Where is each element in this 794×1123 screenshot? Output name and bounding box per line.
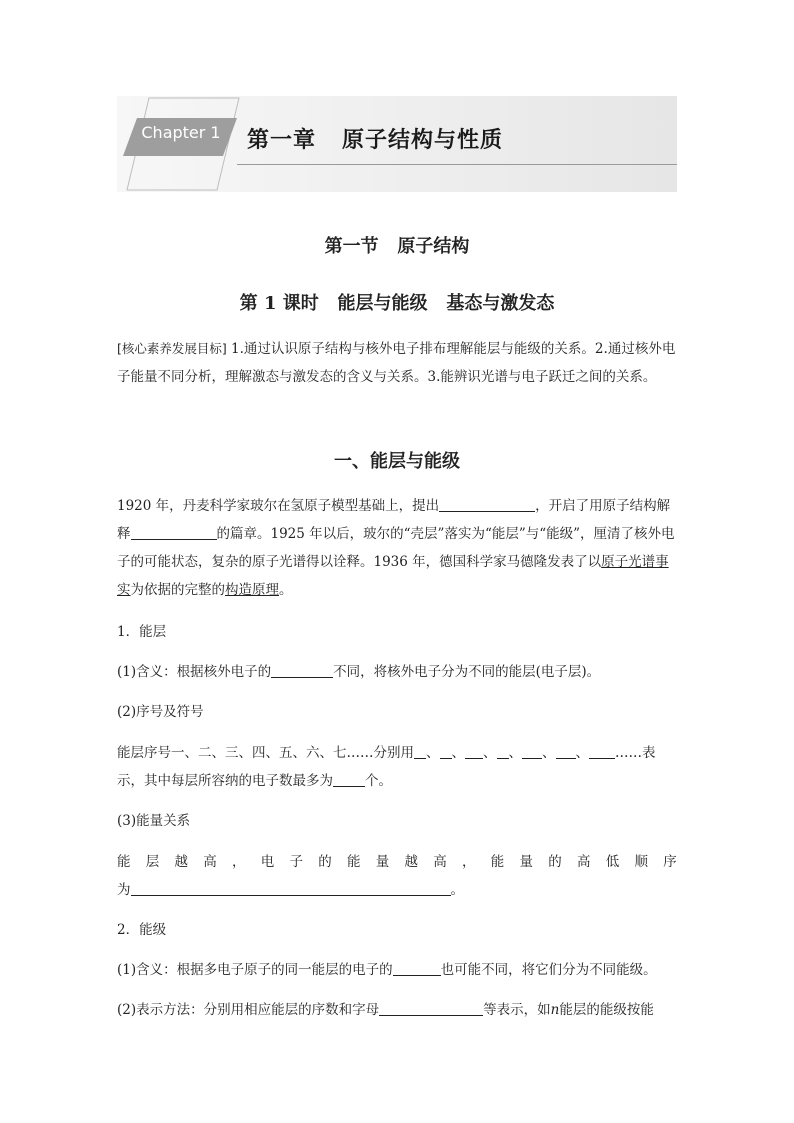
energy-level-meaning-text-2: 也可能不同，将它们分为不同能级。 [440,962,657,978]
energy-relation-char: 电 [260,854,275,870]
intro-underlined-1: 原子光谱事实 [117,554,669,598]
sequence-line-1 [117,741,656,761]
energy-relation-line-2 [117,878,464,898]
separator: 、 [542,745,556,761]
fill-blank-model[interactable] [439,495,535,512]
separator: 、 [508,745,522,761]
fill-blank-max-electrons[interactable] [333,770,365,787]
core-goals-paragraph [117,335,677,391]
fill-blank-p[interactable] [556,742,576,759]
energy-level-method-text-2: 等表示，如 [483,1002,551,1018]
energy-relation-char: 顺 [634,854,648,870]
separator: 、 [575,745,589,761]
intro-paragraph [117,492,677,604]
fill-blank-energy-order[interactable] [131,879,451,896]
energy-relation-char: 序 [663,854,677,870]
energy-relation-suffix: 。 [450,882,464,898]
chapter-title: 第一章 原子结构与性质 [247,128,503,153]
fill-blank-subject[interactable] [131,523,217,540]
energy-relation-char: 量 [375,854,390,870]
separator: 、 [483,745,497,761]
intro-text-3: 的篇章。1925 年以后，玻尔的“壳层”落实为“能层”与“能级”，厘清了核外电子的可能状态，复杂的原子光谱得以诠释。1936 年，德国科学家马德隆发表了以 [117,526,675,570]
sequence-text: 能层序号一、二、三、四、五、六、七……分别用 [117,745,414,761]
fill-blank-n[interactable] [497,742,509,759]
fill-blank-q[interactable] [589,742,615,759]
energy-relation-char: 量 [519,854,533,870]
energy-layer-meaning-text-2: 不同，将核外电子分为不同的能层(电子层)。 [333,664,601,680]
intro-text-1: 1920 年，丹麦科学家玻尔在氢原子模型基础上，提出 [117,498,440,514]
energy-relation-char: 高 [203,854,217,870]
energy-relation-char: 高 [433,854,447,870]
core-goals-tag: [核心素养发展目标] [117,341,227,356]
fill-blank-k[interactable] [414,742,426,759]
sequence-heading: (2)序号及符号 [117,704,204,720]
energy-layer-meaning-text-1: (1)含义：根据核外电子的 [117,664,272,680]
energy-relation-char: 的 [548,854,562,870]
energy-relation-char: 层 [145,854,160,870]
lesson-title: 第 1 课时 能层与能级 基态与激发态 [239,293,555,314]
energy-layer-heading: 1．能层 [117,624,167,640]
fill-blank-level-energy[interactable] [393,959,441,976]
intro-text-2: ，开启了用原子结构解释 [117,498,671,542]
energy-relation-char: 越 [174,854,188,870]
energy-level-method-text-3: 能层的能级按能 [559,1002,654,1018]
energy-relation-line-1 [117,850,677,870]
energy-layer-meaning [117,660,600,680]
energy-relation-char: 能 [490,854,505,870]
energy-relation-char: ， [232,854,246,870]
fill-blank-o[interactable] [522,742,542,759]
section-title: 第一节 原子结构 [324,236,470,257]
sequence-line-2 [117,769,392,789]
separator: 、 [426,745,440,761]
intro-text-4: 为依据的完整的 [130,582,225,598]
energy-relation-prefix: 为 [117,882,131,898]
fill-blank-energy[interactable] [271,661,333,678]
sequence-max-text: 示，其中每层所容纳的电子数最多为 [117,773,333,789]
energy-relation-char: 子 [289,854,303,870]
banner-rule [237,164,677,165]
intro-underlined-2: 构造原理 [225,582,279,598]
fill-blank-l[interactable] [440,742,452,759]
energy-relation-char: 越 [404,854,418,870]
energy-relation-char: 低 [605,854,620,870]
chapter-tag: Chapter 1 [141,123,221,142]
separator: 、 [451,745,465,761]
energy-level-heading: 2．能级 [117,922,167,938]
part-title: 一、能层与能级 [334,451,460,472]
energy-relation-char: 能 [347,854,361,870]
core-goals-text: 1.通过认识原子结构与核外电子排布理解能层与能级的关系。2.通过核外电子能量不同分析，理解激态与激发态的含义与关系。3.能辨识光谱与电子跃迁之间的关系。 [117,341,676,385]
fill-blank-letters[interactable] [379,999,483,1016]
energy-level-meaning [117,958,657,978]
energy-relation-heading: (3)能量关系 [117,813,191,829]
energy-relation-char: 能 [117,854,131,870]
energy-relation-char: 的 [318,854,332,870]
sequence-end-text: ……表 [615,745,656,761]
n-symbol: n [550,1002,560,1018]
intro-text-5: 。 [279,582,293,598]
energy-level-method [117,998,654,1018]
energy-relation-char: 高 [577,854,591,870]
sequence-unit-text: 个。 [365,773,392,789]
energy-relation-char: ， [462,854,476,870]
energy-level-method-text-1: (2)表示方法：分别用相应能层的序数和字母 [117,1002,380,1018]
chapter-banner [117,96,677,192]
fill-blank-m[interactable] [465,742,483,759]
energy-level-meaning-text-1: (1)含义：根据多电子原子的同一能层的电子的 [117,962,393,978]
